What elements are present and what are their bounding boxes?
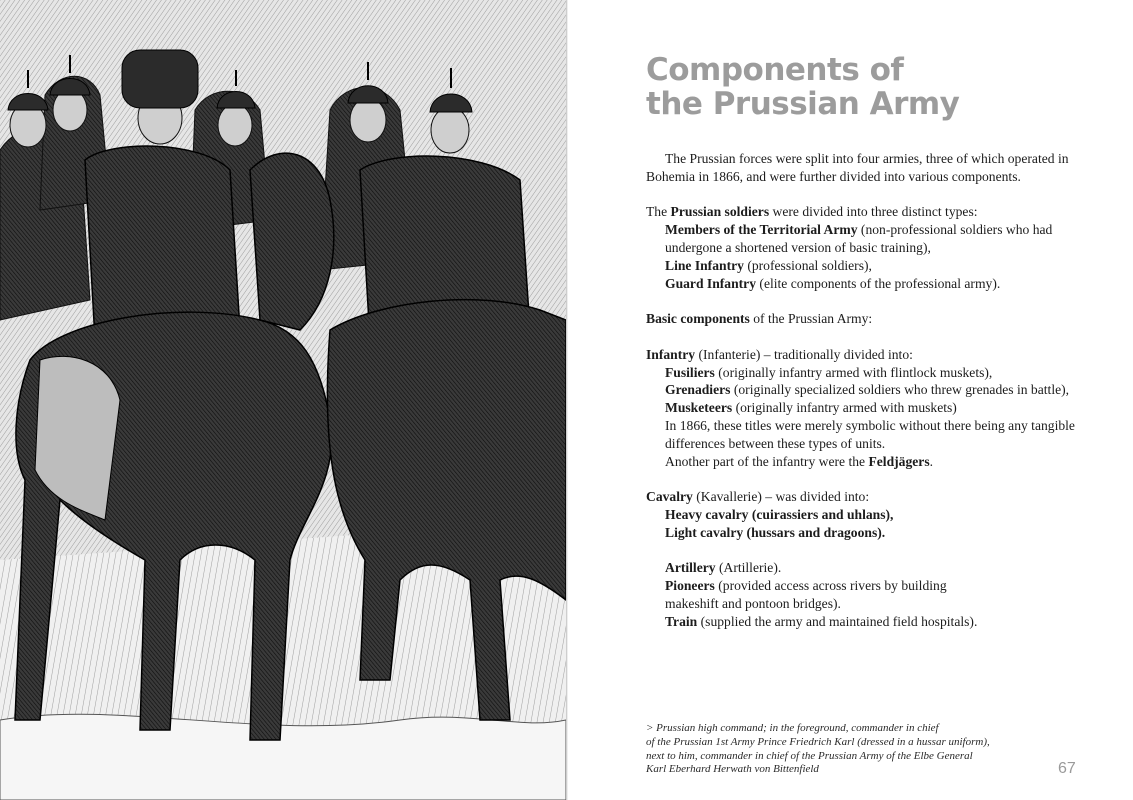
basic-components-text: of the Prussian Army: (749, 311, 873, 327)
infantry-type-3-name: Musketeers (665, 400, 733, 416)
caption-line-4: Karl Eberhard Herwath von Bittenfield (646, 763, 819, 776)
caption-line-3: next to him, commander in chief of the Prussian Army of the Elbe General (646, 749, 973, 762)
soldier-type-1-desc: (non-professional soldiers who had undergone a shortened version of basic training), (665, 222, 1053, 255)
soldier-type-2-name: Line Infantry (665, 257, 744, 273)
page-title-line-1: Components of (646, 52, 904, 88)
cavalry-type-2-name: Light cavalry (hussars and dragoons). (665, 524, 886, 540)
soldiers-lead-post: were divided into three distinct types: (769, 204, 978, 220)
body-text (646, 150, 1086, 631)
soldier-type-3 (646, 275, 1086, 293)
train-name: Train (665, 613, 698, 629)
infantry-type-1 (646, 364, 1086, 382)
basic-components-bold: Basic components (646, 311, 750, 327)
cavalry-type-1 (646, 506, 1086, 524)
page-title (646, 53, 1086, 121)
infantry-type-1-name: Fusiliers (665, 364, 715, 380)
feldjagers-pre: Another part of the infantry were the (665, 453, 869, 469)
soldier-type-1-name: Members of the Territorial Army (665, 222, 858, 238)
feldjagers-post: . (929, 453, 934, 469)
engraving-image (0, 0, 566, 800)
illustration-caption (646, 722, 1026, 777)
engraving-illustration (0, 0, 566, 800)
infantry-type-2 (646, 381, 1086, 399)
soldier-type-1 (646, 221, 1086, 257)
train-item (646, 613, 1086, 631)
soldier-type-2-desc: (professional soldiers), (743, 257, 872, 273)
pioneers-item (646, 577, 1086, 613)
text-page (568, 0, 1133, 800)
infantry-type-2-desc: (originally specialized soldiers who threw grenades in battle), (730, 382, 1070, 398)
cavalry-text: (Kavallerie) – was divided into: (692, 489, 870, 505)
soldiers-lead-pre: The (646, 204, 671, 220)
infantry-note: In 1866, these titles were merely symbolic without there being any tangible differences between these types of units. (665, 417, 1075, 451)
pioneers-name: Pioneers (665, 578, 715, 594)
infantry-text: (Infanterie) – traditionally divided into: (695, 346, 913, 362)
infantry-type-3 (646, 399, 1086, 417)
infantry-type-2-name: Grenadiers (665, 382, 731, 398)
cavalry-type-1-name: Heavy cavalry (cuirassiers and uhlans), (665, 506, 894, 522)
caption-line-1: > Prussian high command; in the foreground, commander in chief (646, 722, 939, 734)
infantry-bold: Infantry (646, 346, 696, 362)
artillery-name: Artillery (665, 560, 716, 576)
soldier-type-3-desc: (elite components of the professional army). (756, 275, 1001, 291)
page-title-line-2: the Prussian Army (646, 86, 960, 122)
cavalry-bold: Cavalry (646, 489, 693, 505)
feldjagers-bold: Feldjägers (868, 453, 930, 469)
page-number: 67 (1058, 760, 1076, 777)
infantry-feldjagers (646, 453, 1086, 471)
intro-paragraph: The Prussian forces were split into four armies, three of which operated in Bohemia in 1866, and were further divided into various components. (646, 151, 1069, 184)
cavalry-lead (646, 488, 1086, 506)
soldiers-lead-bold: Prussian soldiers (670, 204, 770, 220)
artillery-item (646, 559, 1086, 577)
soldiers-lead (646, 203, 1086, 221)
soldier-type-2 (646, 257, 1086, 275)
cavalry-type-2 (646, 524, 1086, 542)
infantry-type-3-desc: (originally infantry armed with muskets) (732, 400, 957, 416)
infantry-lead (646, 346, 1086, 364)
caption-line-2: of the Prussian 1st Army Prince Friedrich Karl (dressed in a hussar uniform), (646, 735, 990, 748)
train-desc: (supplied the army and maintained field hospitals). (697, 613, 978, 629)
basic-components-lead (646, 310, 1086, 328)
soldier-type-3-name: Guard Infantry (665, 275, 757, 291)
infantry-type-1-desc: (originally infantry armed with flintlock muskets), (714, 364, 993, 380)
pioneers-desc: (provided access across rivers by building makeshift and pontoon bridges). (665, 578, 947, 611)
artillery-desc: (Artillerie). (715, 560, 782, 576)
